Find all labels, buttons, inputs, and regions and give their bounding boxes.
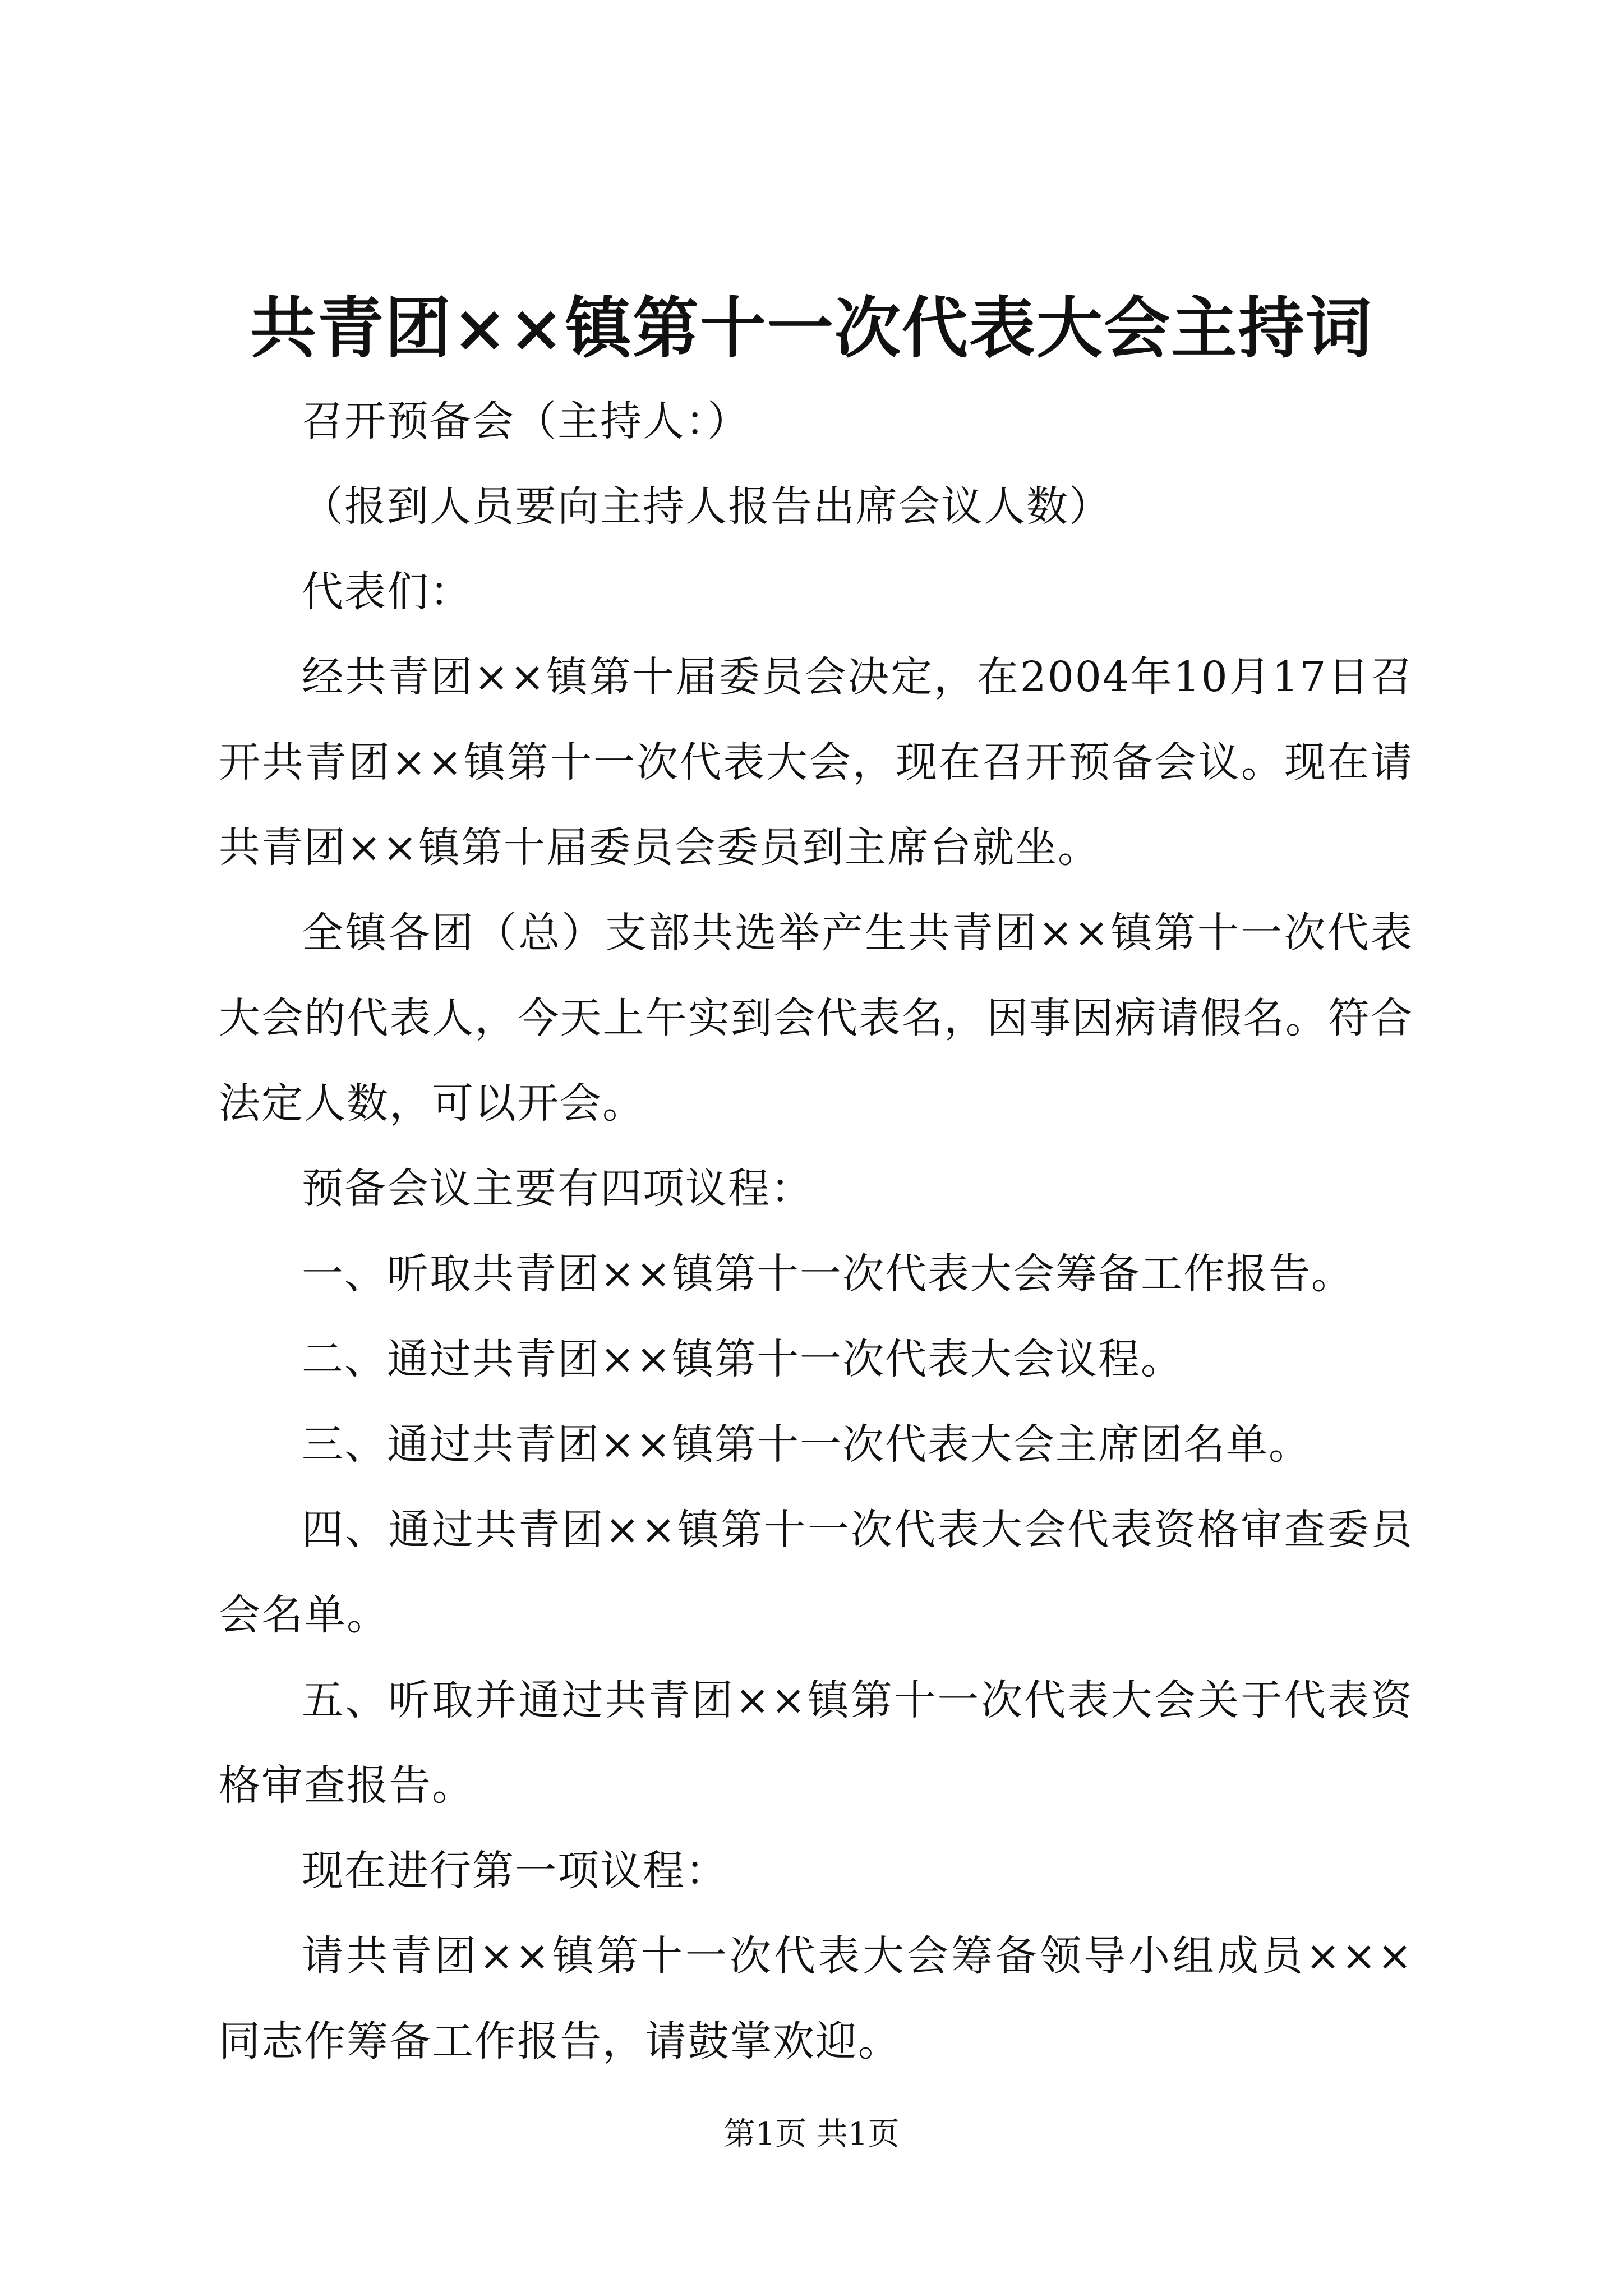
page-footer: 第1页 共1页 xyxy=(723,2116,900,2152)
agenda-item-5: 五、听取并通过共青团××镇第十一次代表大会关于代表资格审查报告。 xyxy=(219,1676,1413,1810)
paragraph-invitation: 请共青团××镇第十一次代表大会筹备领导小组成员×××同志作筹备工作报告，请鼓掌欢迎。 xyxy=(219,1932,1413,2065)
agenda-item-4: 四、通过共青团××镇第十一次代表大会代表资格审查委员会名单。 xyxy=(219,1506,1413,1639)
paragraph-first-agenda: 现在进行第一项议程： xyxy=(302,1847,728,1895)
agenda-item-1: 一、听取共青团××镇第十一次代表大会筹备工作报告。 xyxy=(302,1250,1354,1298)
paragraph-decision: 经共青团××镇第十届委员会决定，在2004年10月17日召开共青团××镇第十一次代表大会，现在召开预备会议。现在请共青团××镇第十届委员会委员到主席台就坐。 xyxy=(219,653,1413,872)
paragraph-attendance-note: （报到人员要向主持人报告出席会议人数） xyxy=(302,482,1112,531)
paragraph-salutation: 代表们： xyxy=(302,568,472,616)
document-body xyxy=(219,379,1413,2084)
agenda-item-2: 二、通过共青团××镇第十一次代表大会议程。 xyxy=(302,1335,1184,1383)
document-title: 共青团××镇第十一次代表大会主持词 xyxy=(250,289,1373,367)
paragraph-preparatory-meeting: 召开预备会（主持人：） xyxy=(302,397,750,445)
paragraph-agenda-intro: 预备会议主要有四项议程： xyxy=(302,1165,813,1213)
agenda-item-3: 三、通过共青团××镇第十一次代表大会主席团名单。 xyxy=(302,1420,1312,1469)
paragraph-representatives: 全镇各团（总）支部共选举产生共青团××镇第十一次代表大会的代表人，今天上午实到会代表名，因事因病请假名。符合法定人数，可以开会。 xyxy=(219,909,1413,1128)
